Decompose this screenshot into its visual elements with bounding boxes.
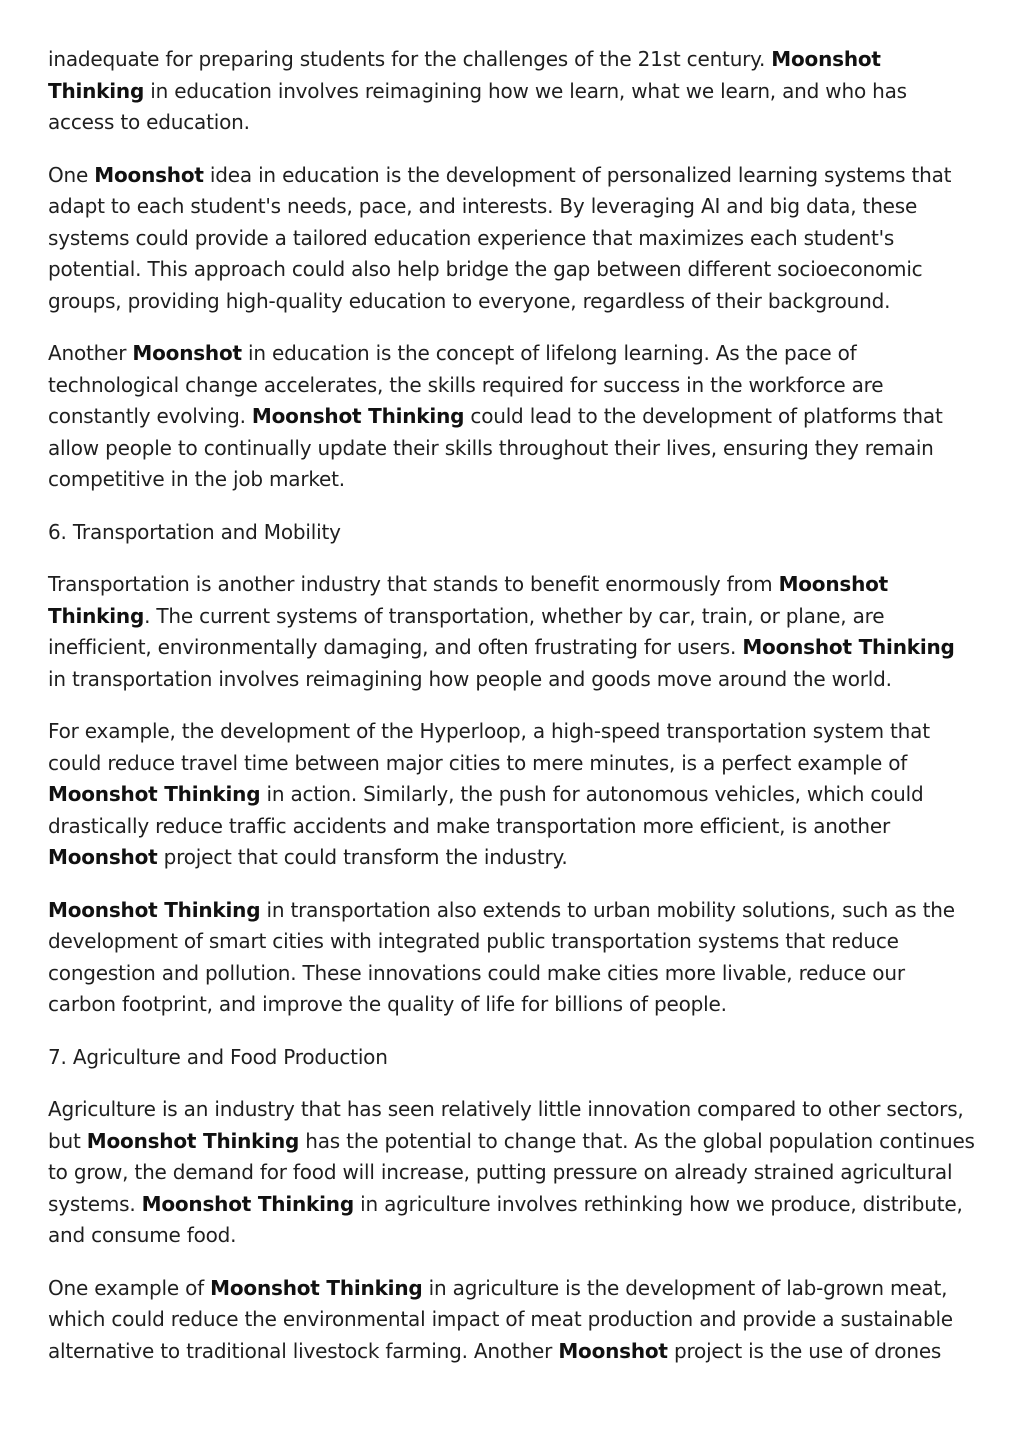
text-run: Agriculture is an industry that has seen relatively little innovation compared to other sectors, but <box>48 1097 964 1153</box>
text-run: . The current systems of transportation, whether by car, train, or plane, are inefficient, environmentally damaging, and often frustrating for users. <box>48 603 885 659</box>
text-run: One example of <box>48 1275 211 1300</box>
paragraph-agriculture-intro <box>48 1094 978 1252</box>
text-run: could lead to the development of platforms that allow people to continually update their skills throughout their lives, ensuring they remain competitive in the job market. <box>48 404 943 491</box>
paragraph-personalized-learning <box>48 160 978 318</box>
bold-term: Moonshot Thinking <box>48 782 261 806</box>
text-run: in action. Similarly, the push for autonomous vehicles, which could drastically reduce traffic accidents and make transportation more efficient, is another <box>48 782 924 838</box>
text-run: Another <box>48 341 133 365</box>
bold-term: Moonshot Thinking <box>210 1275 423 1300</box>
paragraph-hyperloop <box>48 716 978 874</box>
paragraph-lab-grown-meat <box>48 1273 978 1368</box>
bold-term: Moonshot Thinking <box>48 572 889 628</box>
text-run: For example, the development of the Hyperloop, a high-speed transportation system that could reduce travel time between major cities to mere minutes, is a perfect example of <box>48 719 930 775</box>
paragraph-education-intro <box>48 44 978 139</box>
text-run: in transportation also extends to urban mobility solutions, such as the development of smart cities with integrated public transportation systems that reduce congestion and pollution. These innovations could make cities more livable, reduce our carbon footprint, and improve the quality of life for billions of people. <box>48 897 955 1016</box>
paragraph-transportation-intro <box>48 569 978 695</box>
text-run: idea in education is the development of personalized learning systems that adapt to each student's needs, pace, and interests. By leveraging AI and big data, these systems could provide a tailored education experience that maximizes each student's potential. This approach could also help bridge the gap between different socioeconomic groups, providing high-quality education to everyone, regardless of their background. <box>48 162 952 313</box>
text-run: project is the use of drones <box>667 1338 942 1363</box>
paragraph-lifelong-learning <box>48 338 978 496</box>
bold-term: Moonshot <box>132 341 242 365</box>
bold-term: Moonshot Thinking <box>141 1191 354 1216</box>
text-run: One <box>48 162 95 187</box>
document-page <box>48 44 978 1388</box>
text-run: Transportation is another industry that stands to benefit enormously from <box>48 572 779 596</box>
text-run: in transportation involves reimagining how people and goods move around the world. <box>48 666 892 691</box>
bold-term: Moonshot <box>558 1338 668 1363</box>
text-run: inadequate for preparing students for the challenges of the 21st century. <box>48 47 772 71</box>
heading-text: 7. Agriculture and Food Production <box>48 1044 388 1069</box>
bold-term: Moonshot Thinking <box>742 635 955 659</box>
bold-term: Moonshot Thinking <box>86 1128 300 1153</box>
paragraph-urban-mobility <box>48 895 978 1021</box>
bold-term: Moonshot Thinking <box>251 404 465 428</box>
section-heading-transportation <box>48 517 978 549</box>
heading-text: 6. Transportation and Mobility <box>48 519 341 544</box>
text-run: has the potential to change that. As the global population continues to grow, the demand for food will increase, putting pressure on already strained agricultural systems. <box>48 1128 975 1216</box>
bold-term: Moonshot <box>48 845 158 869</box>
text-run: in education involves reimagining how we learn, what we learn, and who has access to education. <box>48 78 907 134</box>
text-run: in agriculture is the development of lab-grown meat, which could reduce the environmental impact of meat production and provide a sustainable alternative to traditional livestock farming. Another <box>48 1275 953 1363</box>
section-heading-agriculture <box>48 1042 978 1074</box>
text-run: in agriculture involves rethinking how we produce, distribute, and consume food. <box>48 1191 963 1247</box>
bold-term: Moonshot <box>94 162 204 187</box>
bold-term: Moonshot Thinking <box>48 897 261 922</box>
text-run: in education is the concept of lifelong learning. As the pace of technological change accelerates, the skills required for success in the workforce are constantly evolving. <box>48 341 884 428</box>
text-run: project that could transform the industry. <box>157 845 568 869</box>
bold-term: Moonshot Thinking <box>48 47 881 103</box>
